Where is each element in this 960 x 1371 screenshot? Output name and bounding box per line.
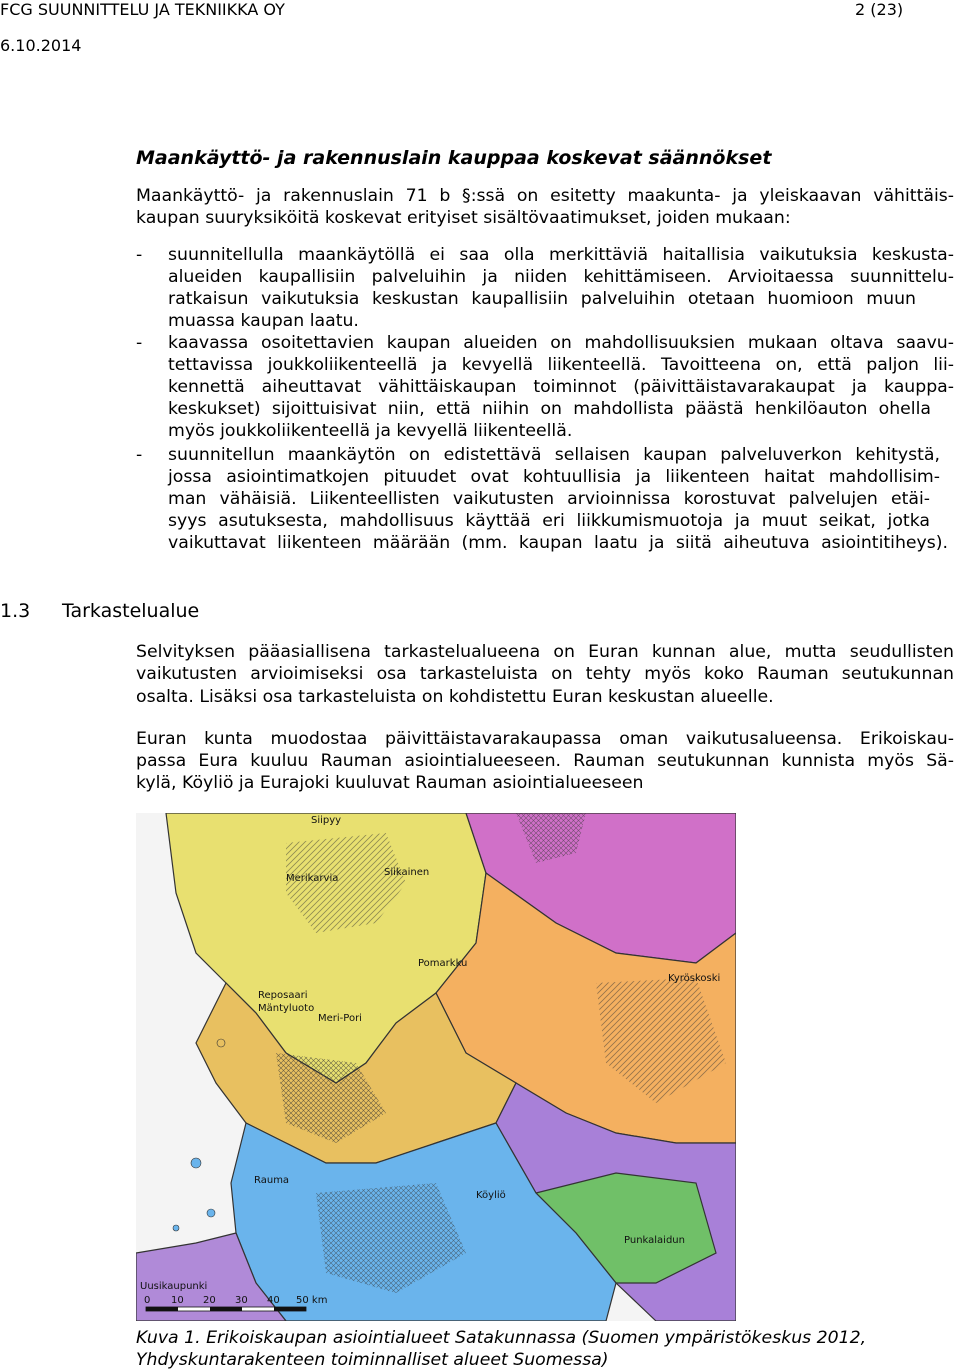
- intro-line: Maankäyttö- ja rakennuslain 71 b §:ssä on esitetty maakunta- ja yleiskaavan vähittäis-: [136, 186, 954, 206]
- bullet-line: kaavassa osoitettavien kaupan alueiden on mahdollisuuksien mukaan oltava saavu-: [168, 333, 954, 353]
- bullet-line: vaikuttavat liikenteen määrään (mm. kaupan laatu ja siitä aiheutuva asiointitiheys).: [168, 533, 948, 553]
- scale-tick: 10: [171, 1295, 184, 1306]
- bullet-line: keskukset) sijoittuisivat niin, että niihin on mahdollista päästä henkilöauton ohella: [168, 399, 931, 419]
- bullet-dash: -: [136, 445, 143, 465]
- map-figure: [136, 813, 736, 1321]
- scale-tick: 0: [144, 1295, 151, 1306]
- paragraph-line: osalta. Lisäksi osa tarkasteluista on kohdistettu Euran keskustan alueelle.: [136, 687, 774, 707]
- map-island: [173, 1225, 179, 1231]
- map-label: Merikarvia: [286, 873, 339, 884]
- bullet-line: tettavissa joukkoliikenteellä ja kevyellä liikenteellä. Tavoitteena on, että paljon lii-: [168, 355, 954, 375]
- bullet-line: myös joukkoliikenteellä ja kevyellä liikenteellä.: [168, 421, 573, 441]
- map-label: Punkalaidun: [624, 1235, 685, 1246]
- map-island: [207, 1209, 215, 1217]
- map-label: Mäntyluoto: [258, 1003, 315, 1014]
- header-date: 6.10.2014: [0, 36, 82, 55]
- map-label: Rauma: [254, 1175, 290, 1186]
- bullet-dash: -: [136, 245, 143, 265]
- bullet-line: alueiden kaupallisiin palveluihin ja niiden kehittämiseen. Arvioitaessa suunnittelu-: [168, 267, 954, 287]
- bullet-line: man vähäisiä. Liikenteellisten vaikutusten arvioinnissa korostuvat palvelujen etäi-: [168, 489, 930, 509]
- bullet-line: kennettä aiheuttavat vähittäiskaupan toiminnot (päivittäistavarakaupat ja kauppa-: [168, 377, 954, 397]
- header-page-number: 2 (23): [855, 0, 904, 19]
- scale-tick: 50 km: [296, 1295, 328, 1306]
- paragraph-line: kylä, Köyliö ja Eurajoki kuuluvat Rauman asiointialueeseen: [136, 773, 644, 793]
- map-label: Pomarkku: [418, 958, 468, 969]
- intro-line: kaupan suuryksiköitä koskevat erityiset sisältövaatimukset, joiden mukaan:: [136, 208, 791, 228]
- bullet-line: muassa kaupan laatu.: [168, 311, 359, 331]
- map-label: Uusikaupunki: [140, 1281, 208, 1292]
- map-label: Reposaari: [258, 990, 308, 1001]
- section-heading: Maankäyttö- ja rakennuslain kauppaa koskevat säännökset: [136, 147, 772, 169]
- scale-tick: 20: [203, 1295, 216, 1306]
- bullet-line: suunnitellun maankäytön on edistettävä sellaisen kaupan palveluverkon kehitystä,: [168, 445, 940, 465]
- paragraph-line: vaikutusten arvioimiseksi osa tarkasteluista on tehty myös koko Rauman seutukunnan: [136, 664, 954, 684]
- bullet-line: syys asutuksesta, mahdollisuus käyttää eri liikkumismuotoja ja muut seikat, jotka: [168, 511, 930, 531]
- scale-tick: 40: [267, 1295, 280, 1306]
- bullet-line: ratkaisun vaikutuksia keskustan kaupallisiin palveluihin otetaan huomioon muun: [168, 289, 916, 309]
- map-island: [217, 1039, 225, 1047]
- chapter-title: Tarkastelualue: [62, 600, 200, 622]
- map-label: Kyröskoski: [668, 973, 721, 984]
- paragraph-line: passa Eura kuuluu Rauman asiointialueeseen. Rauman seutukunnan kunnista myös Sä-: [136, 751, 954, 771]
- paragraph-line: Euran kunta muodostaa päivittäistavarakaupassa oman vaikutusalueensa. Erikoiskau-: [136, 729, 954, 749]
- map-label: Siikainen: [384, 867, 430, 878]
- figure-caption: Yhdyskuntarakenteen toiminnalliset alueet Suomessa): [136, 1350, 609, 1370]
- map-scale-bar: [144, 1295, 327, 1311]
- map-label: Köyliö: [476, 1190, 506, 1201]
- figure-caption: Kuva 1. Erikoiskaupan asiointialueet Satakunnassa (Suomen ympäristökeskus 2012,: [136, 1328, 867, 1348]
- map-label: Siipyy: [311, 815, 342, 826]
- bullet-line: suunnitellulla maankäytöllä ei saa olla merkittäviä haitallisia vaikutuksia keskusta-: [168, 245, 954, 265]
- chapter-number: 1.3: [0, 600, 31, 622]
- scale-tick: 30: [235, 1295, 248, 1306]
- map-label: Meri-Pori: [318, 1013, 362, 1024]
- header-company: FCG SUUNNITTELU JA TEKNIIKKA OY: [0, 0, 285, 19]
- paragraph-line: Selvityksen pääasiallisena tarkastelualueena on Euran kunnan alue, mutta seudullisten: [136, 642, 954, 662]
- bullet-dash: -: [136, 333, 143, 353]
- map-svg: [136, 813, 736, 1321]
- map-island: [191, 1158, 201, 1168]
- bullet-line: jossa asiointimatkojen pituudet ovat kohtuullisia ja liikenteen haitat mahdollisim-: [168, 467, 940, 487]
